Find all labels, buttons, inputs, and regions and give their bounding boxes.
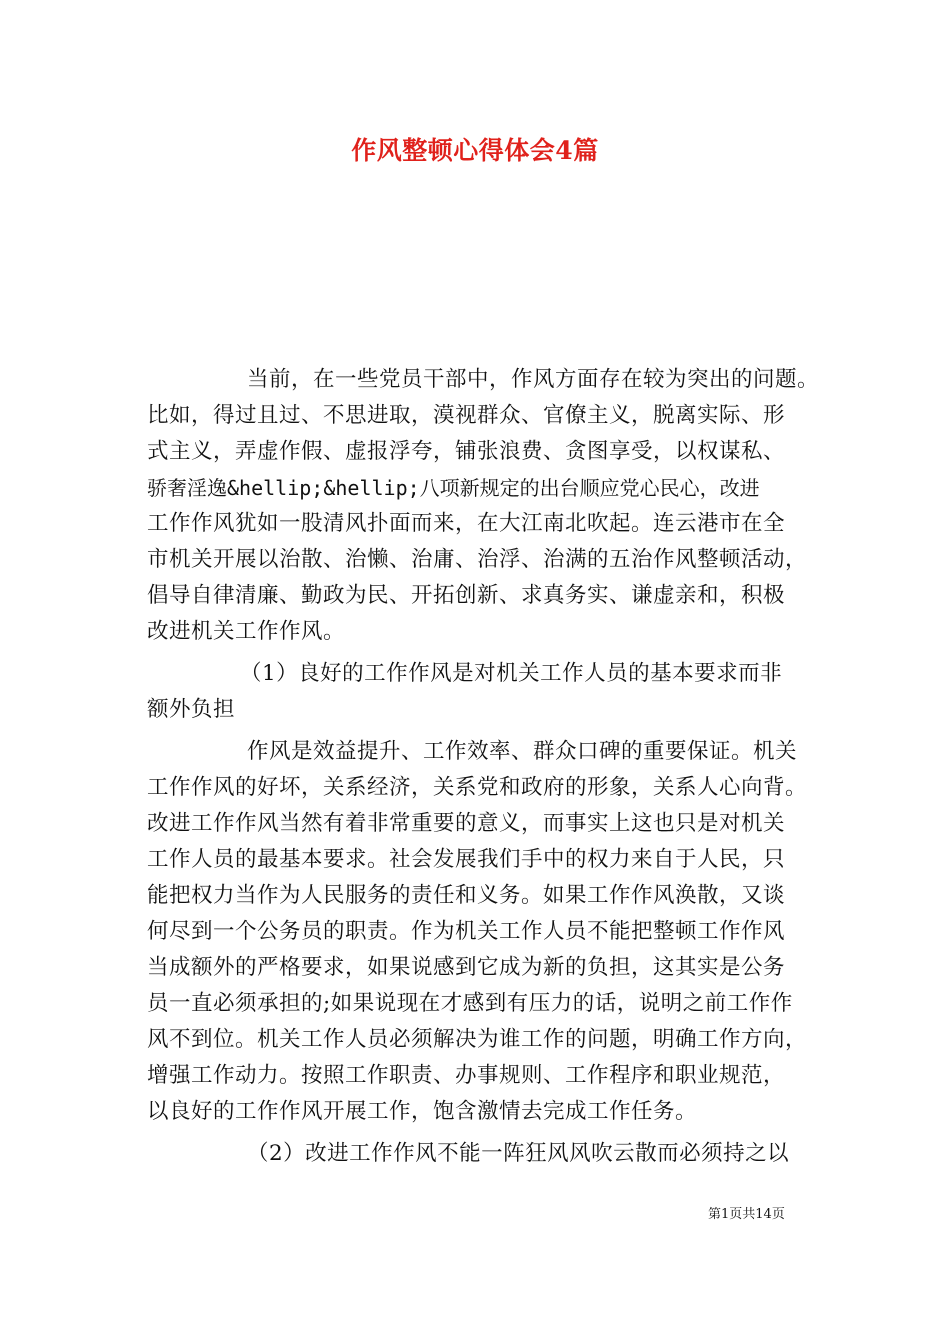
section-heading: （2）改进工作作风不能一阵狂风风吹云散而必须持之以	[247, 1141, 790, 1166]
text-line: 工作作风犹如一股清风扑面而来，在大江南北吹起。连云港市在全	[147, 511, 786, 536]
text-line: 能把权力当作为人民服务的责任和义务。如果工作作风涣散，又谈	[147, 883, 786, 908]
page-number: 第1页共14页	[708, 1207, 785, 1222]
text-line: 式主义，弄虚作假、虚报浮夸，铺张浪费、贪图享受，以权谋私、	[147, 439, 786, 464]
text-line: 作风是效益提升、工作效率、群众口碑的重要保证。机关	[247, 739, 798, 764]
text-line: 工作人员的最基本要求。社会发展我们手中的权力来自于人民，只	[147, 847, 786, 872]
text-line: 风不到位。机关工作人员必须解决为谁工作的问题，明确工作方向，	[147, 1027, 808, 1052]
text-line: 以良好的工作作风开展工作，饱含激情去完成工作任务。	[147, 1099, 698, 1124]
text-line: 改进机关工作作风。	[147, 619, 346, 644]
text-line: 当前，在一些党员干部中，作风方面存在较为突出的问题。	[247, 367, 820, 392]
text-line: 工作作风的好坏，关系经济，关系党和政府的形象，关系人心向背。	[147, 775, 808, 800]
text-line: 增强工作动力。按照工作职责、办事规则、工作程序和职业规范，	[147, 1063, 786, 1088]
text-line: 骄奢淫逸&hellip;&hellip;八项新规定的出台顺应党心民心，改进	[147, 476, 760, 500]
section-heading: （1）良好的工作作风是对机关工作人员的基本要求而非	[240, 661, 783, 686]
text-line: 倡导自律清廉、勤政为民、开拓创新、求真务实、谦虚亲和，积极	[147, 583, 786, 608]
text-line: 市机关开展以治散、治懒、治庸、治浮、治满的五治作风整顿活动，	[147, 547, 808, 572]
text-line: 员一直必须承担的;如果说现在才感到有压力的话，说明之前工作作	[147, 991, 793, 1016]
document-title: 作风整顿心得体会4篇	[351, 136, 599, 165]
text-line: 当成额外的严格要求，如果说感到它成为新的负担，这其实是公务	[147, 955, 786, 980]
section-heading: 额外负担	[147, 697, 236, 722]
text-line: 比如，得过且过、不思进取，漠视群众、官僚主义，脱离实际、形	[147, 403, 786, 428]
text-line: 何尽到一个公务员的职责。作为机关工作人员不能把整顿工作作风	[147, 919, 786, 944]
text-line: 改进工作作风当然有着非常重要的意义，而事实上这也只是对机关	[147, 811, 786, 836]
